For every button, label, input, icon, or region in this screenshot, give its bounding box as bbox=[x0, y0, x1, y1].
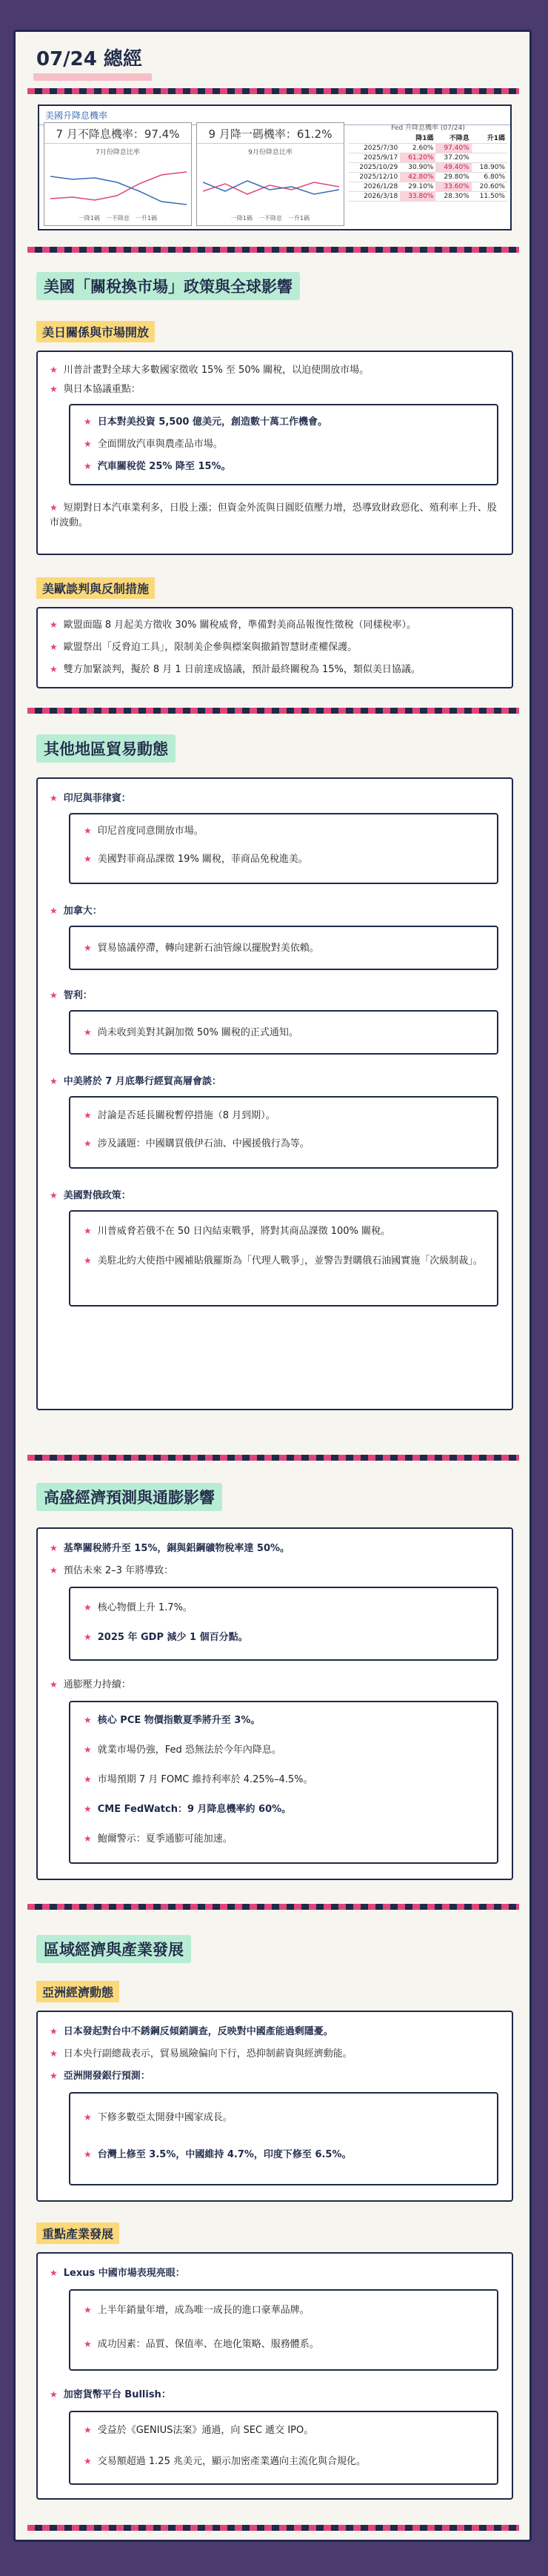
subsection-us-japan: 美日關係與市場開放 bbox=[36, 321, 155, 342]
section-title-regional: 區域經濟與產業發展 bbox=[36, 1935, 191, 1963]
box-indonesia-philippines bbox=[69, 813, 498, 884]
star-icon: ★ bbox=[50, 793, 58, 803]
star-icon: ★ bbox=[50, 1076, 58, 1086]
table-row bbox=[349, 192, 507, 202]
star-icon: ★ bbox=[84, 2425, 92, 2435]
japan-deal-box bbox=[69, 404, 498, 485]
list-item: ★ 智利： bbox=[50, 990, 93, 1001]
list-item: ★ 核心物價上升 1.7%。 bbox=[84, 1602, 193, 1613]
list-item: ★ 受益於《GENIUS法案》通過，向 SEC 遞交 IPO。 bbox=[84, 2425, 314, 2436]
star-icon: ★ bbox=[50, 1679, 58, 1690]
subsection-us-eu: 美歐談判與反制措施 bbox=[36, 577, 155, 599]
table-cell: 20.60% bbox=[472, 182, 507, 192]
table-cell: 2025/10/29 bbox=[349, 163, 400, 173]
star-icon: ★ bbox=[84, 1804, 92, 1814]
star-icon: ★ bbox=[84, 1138, 92, 1149]
list-item: ★ 汽車關稅從 25% 降至 15%。 bbox=[84, 461, 231, 472]
list-item: ★ 下修多數亞太開發中國家成長。 bbox=[84, 2112, 233, 2123]
table-cell: 2026/1/28 bbox=[349, 182, 400, 192]
july-sparkline bbox=[50, 169, 187, 208]
july-chart bbox=[44, 122, 192, 226]
star-icon: ★ bbox=[84, 1602, 92, 1613]
list-item: ★ 貿易協議停滯，轉向建新石油管線以擺脫對美依賴。 bbox=[84, 943, 319, 954]
box-inflation bbox=[69, 1701, 498, 1864]
star-icon: ★ bbox=[84, 439, 92, 449]
star-icon: ★ bbox=[50, 1543, 58, 1553]
star-icon: ★ bbox=[84, 1110, 92, 1121]
table-cell: 2026/3/18 bbox=[349, 192, 400, 202]
list-item: ★ 美駐北約大使指中國補貼俄羅斯為「代理人戰爭」，並警告對購俄石油國實施「次級制裁」。 bbox=[84, 1255, 483, 1267]
list-item: ★ 市場預期 7 月 FOMC 維持利率於 4.25%–4.5%。 bbox=[84, 1774, 313, 1785]
star-icon: ★ bbox=[50, 502, 58, 513]
star-icon: ★ bbox=[84, 826, 92, 836]
star-icon: ★ bbox=[50, 365, 58, 375]
star-icon: ★ bbox=[50, 1565, 58, 1576]
list-item: ★ 日本對美投資 5,500 億美元，創造數十萬工作機會。 bbox=[84, 416, 327, 428]
star-icon: ★ bbox=[84, 1833, 92, 1844]
card-industry bbox=[36, 2252, 513, 2500]
divider-stripe bbox=[27, 1455, 519, 1461]
star-icon: ★ bbox=[84, 461, 92, 471]
divider-stripe bbox=[27, 2525, 519, 2531]
list-item: ★ 涉及議題：中國購買俄伊石油、中國援俄行為等。 bbox=[84, 1138, 310, 1149]
divider-stripe bbox=[27, 88, 519, 94]
july-label: 7 月不降息機率：97.4% bbox=[44, 123, 191, 144]
card-asia bbox=[36, 2011, 513, 2202]
list-item: ★ 美國對俄政策： bbox=[50, 1190, 131, 1201]
subsection-industry: 重點產業發展 bbox=[36, 2223, 119, 2244]
card-goldman bbox=[36, 1527, 513, 1880]
list-item: ★ 與日本協議重點： bbox=[50, 384, 141, 395]
box-bullish bbox=[69, 2411, 498, 2485]
list-item: ★ 短期對日本汽車業利多，日股上漲；但資金外流與日圓貶值壓力增，恐導致財政惡化、殖利率上升、股市波動。 bbox=[50, 502, 497, 528]
star-icon: ★ bbox=[84, 854, 92, 864]
list-item: ★ 就業市場仍強，Fed 恐無法於今年內降息。 bbox=[84, 1745, 281, 1756]
list-item: ★ 加密貨幣平台 Bullish： bbox=[50, 2389, 171, 2400]
rate-dashboard bbox=[38, 104, 512, 230]
table-header-cell bbox=[349, 132, 400, 144]
list-item: ★ 美國對菲商品課徵 19% 關稅，菲商品免稅進美。 bbox=[84, 854, 308, 865]
list-item: ★ 基準關稅將升至 15%，銅與鋁鋼礦物稅率達 50%。 bbox=[50, 1543, 290, 1554]
table-cell: 6.80% bbox=[472, 173, 507, 182]
list-item: ★ 鮑爾警示：夏季通膨可能加速。 bbox=[84, 1833, 233, 1845]
card-trade bbox=[36, 777, 513, 1410]
star-icon: ★ bbox=[50, 990, 58, 1000]
star-icon: ★ bbox=[84, 2149, 92, 2160]
list-item: ★ 通膨壓力持續： bbox=[50, 1679, 131, 1690]
star-icon: ★ bbox=[84, 2339, 92, 2349]
star-icon: ★ bbox=[50, 620, 58, 630]
list-item: ★ Lexus 中國市場表現亮眼： bbox=[50, 2268, 185, 2279]
table-row bbox=[349, 163, 507, 173]
table-cell: 2025/9/17 bbox=[349, 153, 400, 163]
table-header-cell: 降1碼 bbox=[400, 132, 435, 144]
table-cell: 18.90% bbox=[472, 163, 507, 173]
star-icon: ★ bbox=[84, 2456, 92, 2466]
list-item: ★ 2025 年 GDP 減少 1 個百分點。 bbox=[84, 1632, 248, 1643]
star-icon: ★ bbox=[84, 943, 92, 953]
box-lexus bbox=[69, 2289, 498, 2371]
dashboard-header: 美國升降息機率 bbox=[39, 106, 510, 125]
sept-sparkline bbox=[203, 169, 339, 208]
list-item: ★ 中美將於 7 月底舉行經貿高層會談： bbox=[50, 1076, 221, 1087]
table-cell: 11.50% bbox=[472, 192, 507, 202]
table-cell: 37.20% bbox=[435, 153, 471, 163]
table-cell: 2025/7/30 bbox=[349, 144, 400, 153]
table-cell: 29.80% bbox=[435, 173, 471, 182]
list-item: ★ CME FedWatch：9 月降息機率約 60%。 bbox=[84, 1804, 292, 1815]
star-icon: ★ bbox=[50, 384, 58, 394]
subsection-asia: 亞洲經濟動態 bbox=[36, 1981, 119, 2002]
july-legend: 一降1碼 一不降息 一升1碼 bbox=[78, 215, 158, 222]
star-icon: ★ bbox=[50, 664, 58, 674]
star-icon: ★ bbox=[84, 1745, 92, 1755]
star-icon: ★ bbox=[50, 642, 58, 652]
star-icon: ★ bbox=[50, 2071, 58, 2081]
table-header-cell: 升1碼 bbox=[472, 132, 507, 144]
fed-probability-table bbox=[349, 122, 507, 202]
table-cell: 33.80% bbox=[400, 192, 435, 202]
list-item: ★ 日本央行副總裁表示，貿易風險偏向下行，恐抑制薪資與經濟動能。 bbox=[50, 2048, 352, 2059]
list-item: ★ 全面開放汽車與農產品市場。 bbox=[84, 439, 223, 450]
list-item: ★ 川普威脅若俄不在 50 日內結束戰爭，將對其商品課徵 100% 關稅。 bbox=[84, 1226, 391, 1237]
list-item: ★ 加拿大： bbox=[50, 906, 102, 917]
list-item: ★ 預估未來 2–3 年將導致： bbox=[50, 1565, 174, 1576]
list-item: ★ 核心 PCE 物價指數夏季將升至 3%。 bbox=[84, 1715, 261, 1726]
list-item: ★ 交易額超過 1.25 兆美元，顯示加密產業邁向主流化與合規化。 bbox=[84, 2456, 366, 2467]
page-title: 07/24 總經 bbox=[36, 48, 142, 70]
star-icon: ★ bbox=[50, 1190, 58, 1201]
table-cell: 49.40% bbox=[435, 163, 471, 173]
star-icon: ★ bbox=[50, 2026, 58, 2036]
list-item: ★ 川普計畫對全球大多數國家徵收 15% 至 50% 關稅，以迫使開放市場。 bbox=[50, 365, 370, 376]
table-row bbox=[349, 144, 507, 153]
list-item: ★ 台灣上修至 3.5%，中國維持 4.7%，印度下修至 6.5%。 bbox=[84, 2149, 352, 2160]
star-icon: ★ bbox=[84, 2112, 92, 2122]
star-icon: ★ bbox=[84, 2305, 92, 2315]
list-item: ★ 上半年銷量年增，成為唯一成長的進口豪華品牌。 bbox=[84, 2305, 310, 2316]
table-cell bbox=[472, 153, 507, 163]
list-item: ★ 日本發起對台中不銹鋼反傾銷調查，反映對中國產能過剩隱憂。 bbox=[50, 2026, 333, 2037]
table-cell: 33.60% bbox=[435, 182, 471, 192]
list-item: ★ 歐盟祭出「反脅迫工具」，限制美企參與標案與撤銷智慧財產權保護。 bbox=[50, 642, 358, 653]
table-header-row bbox=[349, 132, 507, 144]
table-row bbox=[349, 182, 507, 192]
list-item: ★ 歐盟面臨 8 月起美方徵收 30% 關稅威脅，準備對美商品報復性徵稅（同樣稅率）。 bbox=[50, 620, 416, 631]
star-icon: ★ bbox=[84, 1255, 92, 1266]
table-cell: 2025/12/10 bbox=[349, 173, 400, 182]
table-cell: 61.20% bbox=[400, 153, 435, 163]
star-icon: ★ bbox=[50, 2048, 58, 2059]
card-us-eu bbox=[36, 607, 513, 688]
box-forecast bbox=[69, 1587, 498, 1661]
section-title-trade: 其他地區貿易動態 bbox=[36, 734, 176, 763]
star-icon: ★ bbox=[84, 1226, 92, 1236]
section-title-tariff: 美國「關稅換市場」政策與全球影響 bbox=[36, 272, 300, 300]
box-adb bbox=[69, 2092, 498, 2185]
sept-sub: 9月份降息比率 bbox=[248, 149, 293, 156]
divider-stripe bbox=[27, 708, 519, 714]
table-cell: 42.80% bbox=[400, 173, 435, 182]
list-item: ★ 亞洲開發銀行預測： bbox=[50, 2071, 150, 2082]
list-item: ★ 尚未收到美對其銅加徵 50% 關稅的正式通知。 bbox=[84, 1027, 298, 1038]
list-item: ★ 印尼首度同意開放市場。 bbox=[84, 826, 204, 837]
card-us-japan bbox=[36, 351, 513, 555]
star-icon: ★ bbox=[50, 2389, 58, 2400]
table-cell: 29.10% bbox=[400, 182, 435, 192]
july-sub: 7月份降息比率 bbox=[96, 149, 140, 156]
star-icon: ★ bbox=[50, 906, 58, 916]
fed-table-caption: Fed 升降息機率 (07/24) bbox=[391, 125, 465, 132]
sept-chart bbox=[196, 122, 344, 226]
sept-label: 9 月降一碼機率：61.2% bbox=[197, 123, 344, 144]
sept-legend: 一降1碼 一不降息 一升1碼 bbox=[230, 215, 310, 222]
star-icon: ★ bbox=[84, 1632, 92, 1642]
table-row bbox=[349, 153, 507, 163]
star-icon: ★ bbox=[50, 2268, 58, 2278]
star-icon: ★ bbox=[84, 416, 92, 427]
divider-stripe bbox=[27, 1904, 519, 1910]
table-row bbox=[349, 173, 507, 182]
table-cell: 30.90% bbox=[400, 163, 435, 173]
table-cell: 97.40% bbox=[435, 144, 471, 153]
list-item: ★ 成功因素：品質、保值率、在地化策略、服務體系。 bbox=[84, 2339, 319, 2350]
box-us-russia bbox=[69, 1210, 498, 1307]
table-cell: 28.30% bbox=[435, 192, 471, 202]
list-item: ★ 雙方加緊談判，擬於 8 月 1 日前達成協議，預計最終關稅為 15%，類似美日協議。 bbox=[50, 664, 421, 675]
star-icon: ★ bbox=[84, 1774, 92, 1785]
section-title-goldman: 高盛經濟預測與通膨影響 bbox=[36, 1483, 222, 1511]
list-item: ★ 討論是否延長關稅暫停措施（8 月到期）。 bbox=[84, 1110, 275, 1121]
box-chile bbox=[69, 1010, 498, 1055]
title-highlight bbox=[33, 73, 152, 81]
box-us-china bbox=[69, 1096, 498, 1169]
divider-stripe bbox=[27, 247, 519, 253]
table-cell: 2.60% bbox=[400, 144, 435, 153]
page-card bbox=[13, 30, 532, 2542]
table-header-cell: 不降息 bbox=[435, 132, 471, 144]
list-item: ★ 印尼與菲律賓： bbox=[50, 793, 131, 804]
star-icon: ★ bbox=[84, 1027, 92, 1038]
star-icon: ★ bbox=[84, 1715, 92, 1725]
table-cell bbox=[472, 144, 507, 153]
box-canada bbox=[69, 926, 498, 970]
